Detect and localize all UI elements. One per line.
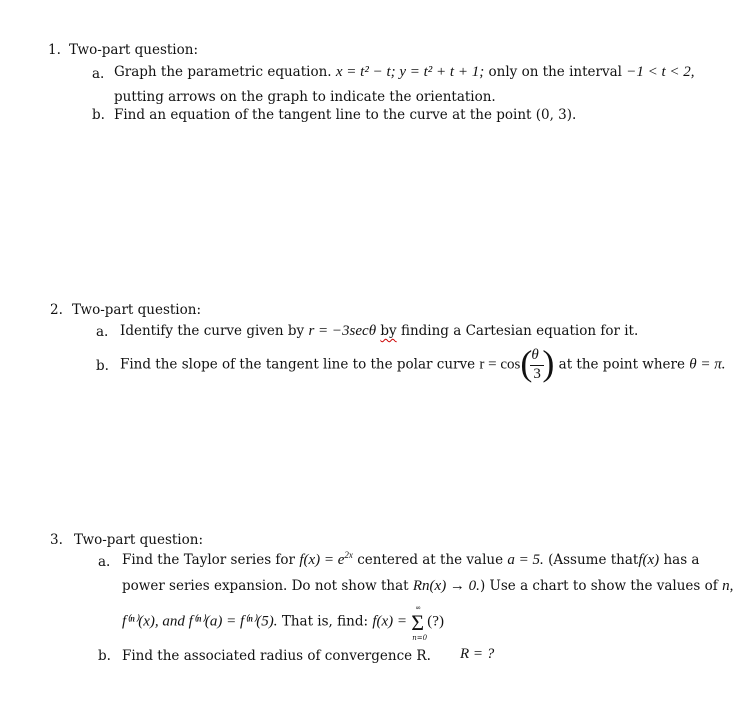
q3-a-text4: has a	[663, 552, 700, 568]
q2-b-fraction-numerator: θ	[531, 347, 539, 363]
q3-a-equation: $f(x) = e^{2x}$	[299, 550, 353, 568]
q1-a-text2: only on the interval	[488, 64, 622, 80]
q2-a-line	[120, 323, 638, 340]
q1-b-text: Find an equation of the tangent line to the curve at the point (0, 3).	[114, 107, 577, 123]
q2-b-text1: Find the slope of the tangent line to the polar curve	[120, 356, 476, 373]
q2-b-line	[120, 343, 726, 384]
q3-a-text1: Find the Taylor series for	[122, 552, 296, 568]
q1-a-text1: Graph the parametric equation.	[114, 64, 332, 80]
q2-a-text1: Identify the curve given by	[120, 323, 305, 339]
sigma-symbol: ∞ Σ n=0	[411, 604, 428, 642]
q1-a-label: a.	[92, 66, 105, 82]
q2-b-text2: at the point where	[558, 356, 685, 373]
q3-title: Two-part question:	[74, 532, 203, 548]
q1-b-label: b.	[92, 107, 105, 123]
q3-a-line3	[122, 604, 444, 640]
q3-a-line2-text-b: ) Use a chart to show the values of	[479, 578, 718, 594]
q2-a-text2: by	[380, 323, 397, 339]
q3-a-fx: f(x)	[638, 552, 660, 568]
q3-a-line2-text: power series expansion. Do not show that	[122, 578, 409, 594]
q3-a-sigma-top: ∞	[415, 604, 422, 612]
q3-a-series-lhs: f(x) =	[372, 613, 407, 630]
q2-title: Two-part question:	[72, 302, 201, 318]
q2-a-label: a.	[96, 324, 109, 340]
q3-a-line2	[122, 578, 733, 595]
q1-a-interval: −1 < t < 2,	[626, 64, 695, 80]
q3-number: 3.	[50, 532, 63, 548]
q3-a-line3-text: That is, find:	[281, 613, 369, 630]
q3-b-answer: R = ?	[460, 646, 495, 662]
q3-b-text: Find the associated radius of convergence R.	[122, 648, 431, 664]
q1-title: Two-part question:	[69, 42, 198, 58]
q3-a-line1	[122, 552, 699, 569]
q1-a-equation: x = t² − t; y = t² + t + 1;	[335, 64, 485, 80]
q1-number: 1.	[48, 42, 61, 58]
q3-a-n: n,	[722, 578, 733, 594]
q1-a-continuation: putting arrows on the graph to indicate the orientation.	[114, 89, 496, 105]
q2-b-label: b.	[96, 358, 109, 374]
q3-a-label: a.	[98, 554, 111, 570]
q2-number: 2.	[50, 302, 63, 318]
q3-a-center: a = 5.	[507, 552, 544, 568]
q3-a-derivatives: f⁽ⁿ⁾(x), and f⁽ⁿ⁾(a) = f⁽ⁿ⁾(5).	[122, 613, 278, 630]
q3-a-text3: (Assume that	[548, 552, 639, 568]
q3-a-exponent: 2x	[344, 550, 353, 560]
q2-b-point: θ = π.	[689, 356, 726, 373]
q3-a-series-term: (?)	[427, 613, 444, 630]
q1-a-line	[114, 64, 695, 81]
q3-a-text2: centered at the value	[357, 552, 504, 568]
q2-a-equation: r = −3secθ	[308, 323, 377, 339]
q3-a-sigma-bottom: n=0	[412, 634, 428, 642]
q2-a-text3: finding a Cartesian equation for it.	[400, 323, 639, 339]
q2-b-fraction-denominator: 3	[533, 366, 541, 382]
q3-a-remainder: Rn(x) → 0.	[412, 578, 480, 594]
q2-b-equation: r = cos	[479, 356, 521, 373]
q3-b-label: b.	[98, 648, 111, 664]
q2-b-fraction: ( θ 3 )	[520, 343, 555, 383]
